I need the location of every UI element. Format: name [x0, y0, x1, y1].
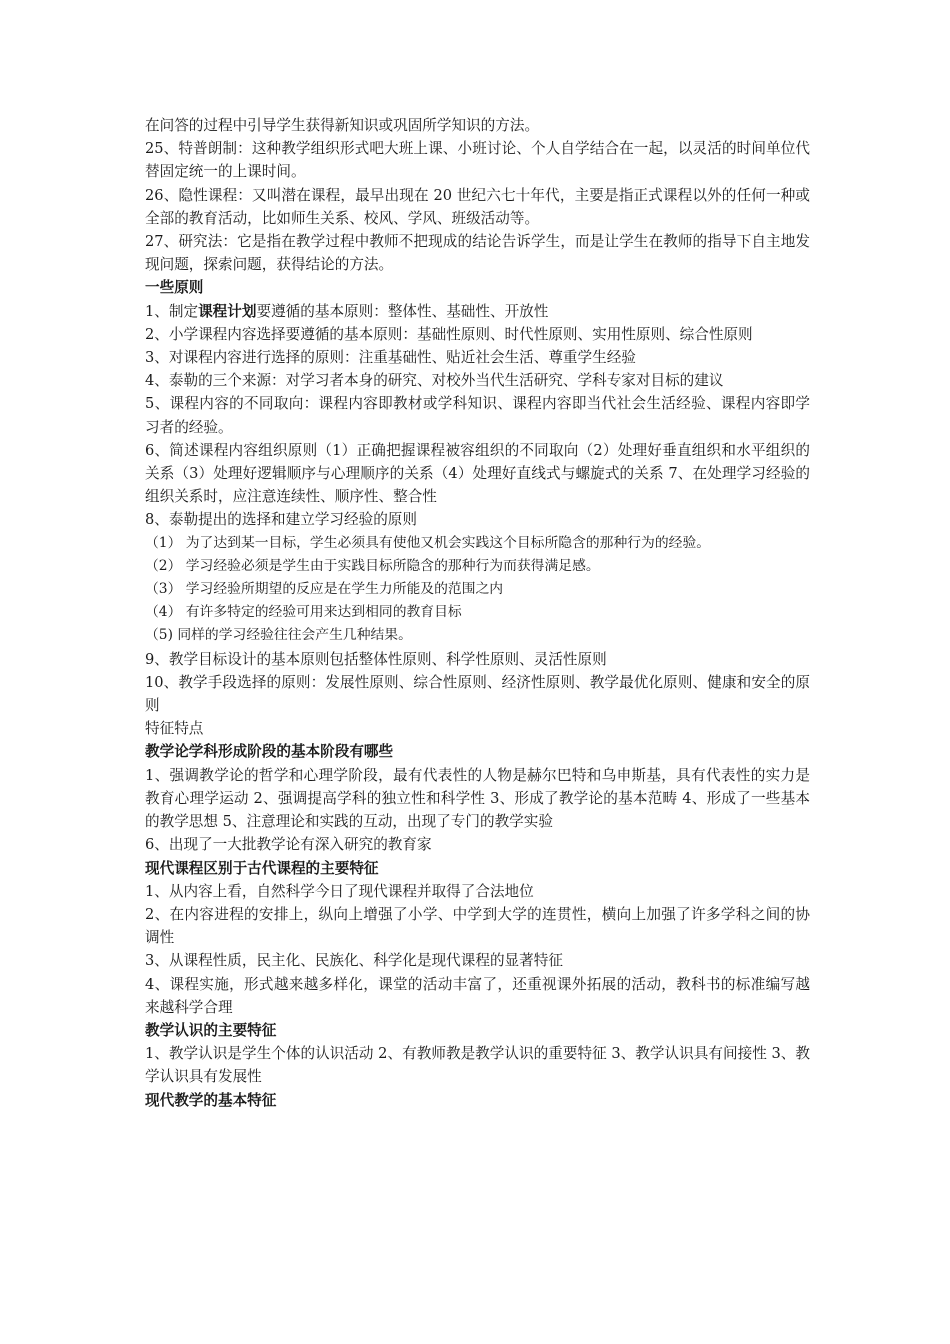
paragraph: 特征特点	[145, 720, 204, 738]
document-page	[145, 114, 810, 1112]
paragraph: 2、小学课程内容选择要遵循的基本原则：基础性原则、时代性原则、实用性原则、综合性原则	[145, 325, 753, 343]
bold-term: 课程计划	[198, 302, 257, 320]
section-heading: 一些原则	[145, 279, 204, 297]
paragraph: 26、隐性课程：又叫潜在课程，最早出现在 20 世纪六七十年代，主要是指正式课程以外的任何一种或全部的教育活动，比如师生关系、校风、学风、班级活动等。	[145, 186, 810, 227]
paragraph: 10、教学手段选择的原则：发展性原则、综合性原则、经济性原则、教学最优化原则、健康和安全的原则	[145, 673, 810, 715]
paragraph: 6、出现了一大批教学论有深入研究的教育家	[145, 836, 432, 854]
paragraph: 4、课程实施，形式越来越多样化，课堂的活动丰富了，还重视课外拓展的活动，教科书的标准编写越来越科学合理	[145, 975, 810, 1016]
list-item: （3） 学习经验所期望的反应是在学生力所能及的范围之内	[145, 581, 504, 598]
section-heading: 现代教学的基本特征	[145, 1091, 277, 1109]
paragraph: 3、从课程性质，民主化、民族化、科学化是现代课程的显著特征	[145, 952, 563, 970]
paragraph: 2、在内容进程的安排上，纵向上增强了小学、中学到大学的连贯性，横向上加强了许多学科之间的协调性	[145, 905, 810, 947]
list-item: （2） 学习经验必须是学生由于实践目标所隐含的那种行为而获得满足感。	[145, 557, 600, 574]
list-item: （4） 有许多特定的经验可用来达到相同的教育目标	[145, 604, 462, 621]
paragraph: 在问答的过程中引导学生获得新知识或巩固所学知识的方法。	[145, 117, 540, 134]
paragraph: 25、特普朗制：这种教学组织形式吧大班上课、小班讨论、个人自学结合在一起，以灵活的时间单位代替固定统一的上课时间。	[145, 140, 810, 181]
paragraph: 6、简述课程内容组织原则（1）正确把握课程被容组织的不同取向（2）处理好垂直组织和水平组织的关系（3）处理好逻辑顺序与心理顺序的关系（4）处理好直线式与螺旋式的关系 7、在处理学习经验的组织关系时，应注意连续性、顺序性、整合性	[145, 441, 810, 506]
paragraph: 1、从内容上看，自然科学今日了现代课程并取得了合法地位	[145, 882, 534, 900]
paragraph: 5、课程内容的不同取向：课程内容即教材或学科知识、课程内容即当代社会生活经验、课程内容即学习者的经验。	[145, 395, 810, 436]
paragraph: 27、研究法：它是指在教学过程中教师不把现成的结论告诉学生，而是让学生在教师的指导下自主地发现问题，探索问题，获得结论的方法。	[145, 233, 810, 274]
paragraph: 8、泰勒提出的选择和建立学习经验的原则	[145, 511, 417, 529]
section-heading: 现代课程区别于古代课程的主要特征	[145, 859, 379, 877]
paragraph: 3、对课程内容进行选择的原则：注重基础性、贴近社会生活、尊重学生经验	[145, 349, 636, 367]
paragraph: 4、泰勒的三个来源：对学习者本身的研究、对校外当代生活研究、学科专家对目标的建议	[145, 372, 724, 390]
text-run: 1、制定	[145, 302, 199, 320]
section-heading: 教学认识的主要特征	[145, 1021, 277, 1039]
section-heading: 教学论学科形成阶段的基本阶段有哪些	[145, 743, 394, 761]
text-run: 要遵循的基本原则：整体性、基础性、开放性	[256, 302, 549, 320]
paragraph: 1、强调教学论的哲学和心理学阶段，最有代表性的人物是赫尔巴特和乌申斯基，具有代表性的实力是教育心理学运动 2、强调提高学科的独立性和科学性 3、形成了教学论的基本范畴 4、形成了一些基本的教学思想 5、注意理论和实践的互动，出现了专门的教学实验	[145, 766, 810, 831]
paragraph	[145, 300, 810, 323]
list-item: （5) 同样的学习经验往往会产生几种结果。	[145, 627, 412, 644]
paragraph: 9、教学目标设计的基本原则包括整体性原则、科学性原则、灵活性原则	[145, 650, 607, 668]
paragraph: 1、教学认识是学生个体的认识活动 2、有教师教是教学认识的重要特征 3、教学认识具有间接性 3、教学认识具有发展性	[145, 1045, 810, 1086]
list-item: （1） 为了达到某一目标，学生必须具有使他又机会实践这个目标所隐含的那种行为的经验。	[145, 534, 711, 551]
